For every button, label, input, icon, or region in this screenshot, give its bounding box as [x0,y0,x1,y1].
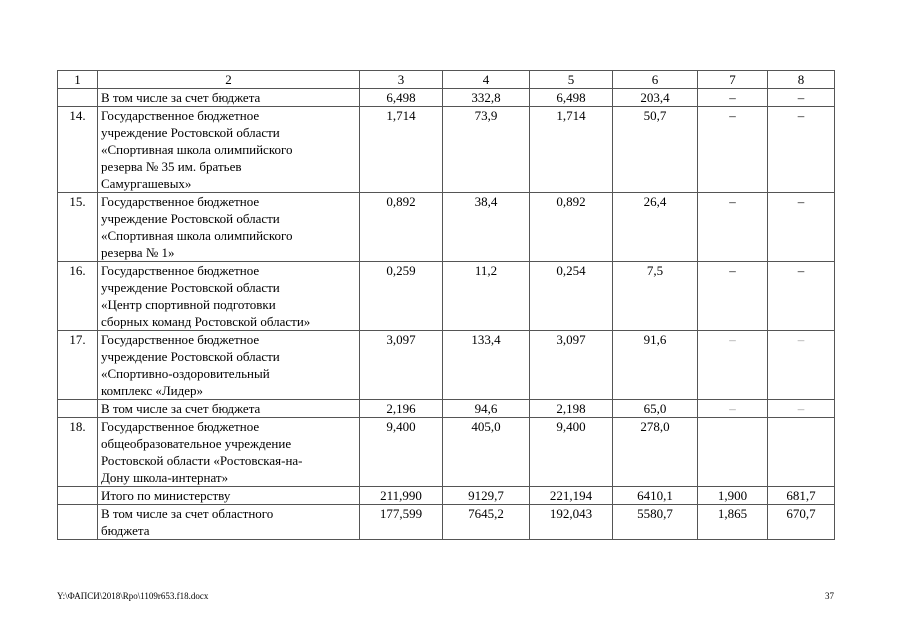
column-header: 5 [530,71,613,89]
value-cell-col-4: 11,2 [443,262,530,331]
institution-name-cell: Государственное бюджетное учреждение Ростовской области «Спортивная школа олимпийского резерва № 1» [98,193,360,262]
value-cell-col-3: 3,097 [360,331,443,400]
value-cell-col-8: – [768,262,835,331]
value-cell-col-6: 5580,7 [613,505,698,540]
column-header: 2 [98,71,360,89]
row-number-cell [58,487,98,505]
value-cell-col-4: 7645,2 [443,505,530,540]
value-cell-col-7 [698,418,768,487]
column-header: 7 [698,71,768,89]
column-header: 3 [360,71,443,89]
value-cell-col-3: 211,990 [360,487,443,505]
row-number-cell: 18. [58,418,98,487]
value-cell-col-6: 7,5 [613,262,698,331]
table-row [58,193,835,262]
data-table [57,70,835,540]
value-cell-col-4: 332,8 [443,89,530,107]
institution-name-cell: Государственное бюджетное общеобразовательное учреждение Ростовской области «Ростовская-на- Дону школа-интернат» [98,418,360,487]
value-cell-col-6: 50,7 [613,107,698,193]
value-cell-col-6: 278,0 [613,418,698,487]
table-row [58,505,835,540]
institution-name-cell: Государственное бюджетное учреждение Ростовской области «Спортивная школа олимпийского резерва № 35 им. братьев Самургашевых» [98,107,360,193]
column-header: 1 [58,71,98,89]
table-row [58,89,835,107]
institution-name-cell: Государственное бюджетное учреждение Ростовской области «Центр спортивной подготовки сборных команд Ростовской области» [98,262,360,331]
value-cell-col-4: 94,6 [443,400,530,418]
value-cell-col-4: 405,0 [443,418,530,487]
value-cell-col-3: 0,892 [360,193,443,262]
column-header: 6 [613,71,698,89]
page-number: 37 [825,591,834,601]
value-cell-col-5: 221,194 [530,487,613,505]
value-cell-col-5: 3,097 [530,331,613,400]
value-cell-col-6: 91,6 [613,331,698,400]
value-cell-col-8: – [768,89,835,107]
column-header: 4 [443,71,530,89]
value-cell-col-3: 0,259 [360,262,443,331]
table-row [58,418,835,487]
row-number-cell: 14. [58,107,98,193]
row-number-cell [58,505,98,540]
footer-file-path: Y:\ФАПСИ\2018\Rpo\1109r653.f18.docx [57,591,209,601]
value-cell-col-6: 203,4 [613,89,698,107]
value-cell-col-6: 65,0 [613,400,698,418]
value-cell-col-7: – [698,89,768,107]
value-cell-col-7: 1,865 [698,505,768,540]
table-header-row [58,71,835,89]
row-number-cell [58,400,98,418]
value-cell-col-7: 1,900 [698,487,768,505]
row-number-cell: 15. [58,193,98,262]
value-cell-col-7: – [698,107,768,193]
value-cell-col-7: – [698,331,768,400]
value-cell-col-3: 9,400 [360,418,443,487]
table-row [58,262,835,331]
row-number-cell [58,89,98,107]
table-row [58,400,835,418]
table-row [58,331,835,400]
table-row [58,487,835,505]
value-cell-col-8: – [768,107,835,193]
value-cell-col-3: 1,714 [360,107,443,193]
value-cell-col-5: 192,043 [530,505,613,540]
value-cell-col-4: 73,9 [443,107,530,193]
value-cell-col-4: 9129,7 [443,487,530,505]
column-header: 8 [768,71,835,89]
value-cell-col-3: 2,196 [360,400,443,418]
value-cell-col-5: 0,254 [530,262,613,331]
value-cell-col-8: – [768,331,835,400]
value-cell-col-8 [768,418,835,487]
value-cell-col-6: 26,4 [613,193,698,262]
value-cell-col-3: 177,599 [360,505,443,540]
institution-name-cell: В том числе за счет областного бюджета [98,505,360,540]
value-cell-col-5: 2,198 [530,400,613,418]
value-cell-col-8: 670,7 [768,505,835,540]
institution-name-cell: Государственное бюджетное учреждение Ростовской области «Спортивно-оздоровительный комплекс «Лидер» [98,331,360,400]
value-cell-col-7: – [698,400,768,418]
value-cell-col-5: 1,714 [530,107,613,193]
value-cell-col-4: 133,4 [443,331,530,400]
row-number-cell: 16. [58,262,98,331]
institution-name-cell: В том числе за счет бюджета [98,400,360,418]
table-row [58,107,835,193]
value-cell-col-6: 6410,1 [613,487,698,505]
value-cell-col-8: – [768,193,835,262]
row-number-cell: 17. [58,331,98,400]
value-cell-col-8: 681,7 [768,487,835,505]
value-cell-col-7: – [698,262,768,331]
value-cell-col-8: – [768,400,835,418]
value-cell-col-5: 6,498 [530,89,613,107]
institution-name-cell: Итого по министерству [98,487,360,505]
value-cell-col-5: 9,400 [530,418,613,487]
institution-name-cell: В том числе за счет бюджета [98,89,360,107]
value-cell-col-7: – [698,193,768,262]
value-cell-col-3: 6,498 [360,89,443,107]
value-cell-col-4: 38,4 [443,193,530,262]
value-cell-col-5: 0,892 [530,193,613,262]
